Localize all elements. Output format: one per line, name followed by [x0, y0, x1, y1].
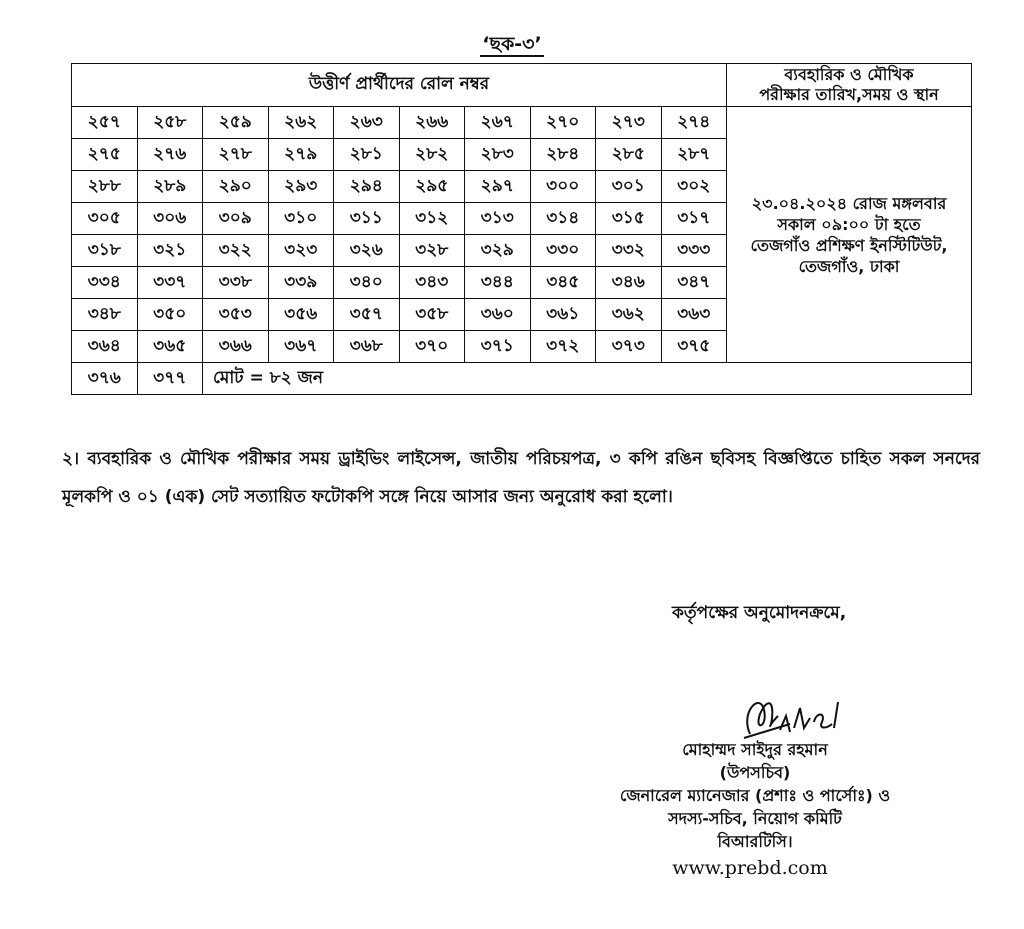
roll-cell: ৩২২	[203, 235, 269, 267]
roll-cell: ২৭৮	[203, 139, 269, 171]
roll-cell: ৩১২	[399, 203, 465, 235]
roll-cell: ৩৫০	[137, 299, 203, 331]
place-line: তেজগাঁও, ঢাকা	[798, 256, 900, 276]
roll-cell: ৩১১	[334, 203, 400, 235]
roll-cell: ৩০০	[530, 171, 596, 203]
roll-cell: ৩৭৬	[72, 363, 138, 395]
exam-date-time-place	[727, 107, 972, 363]
roll-cell: ২৫৮	[137, 107, 203, 139]
roll-cell: ৩৭৩	[596, 331, 662, 363]
roll-cell: ৩৫৩	[203, 299, 269, 331]
roll-cell: ৩২৮	[399, 235, 465, 267]
form-title: ‘ছক-৩’	[482, 33, 542, 55]
roll-cell: ৩৬৩	[661, 299, 727, 331]
roll-cell: ২৯৫	[399, 171, 465, 203]
place-line: ২৩.০৪.২০২৪ রোজ মঙ্গলবার	[751, 193, 947, 213]
roll-cell: ৩৪৫	[530, 267, 596, 299]
roll-cell: ২৬৭	[465, 107, 531, 139]
roll-cell: ৩৬৬	[203, 331, 269, 363]
roll-cell: ২৯৪	[334, 171, 400, 203]
roll-cell: ৩১৮	[72, 235, 138, 267]
roll-cell: ৩৫৮	[399, 299, 465, 331]
roll-cell: ৩২৬	[334, 235, 400, 267]
roll-cell: ৩৬৭	[268, 331, 334, 363]
signer-committee: সদস্য-সচিব, নিয়োগ কমিটি	[668, 809, 842, 828]
roll-cell: ২৭৪	[661, 107, 727, 139]
roll-cell: ৩৬৪	[72, 331, 138, 363]
roll-cell: ৩০৫	[72, 203, 138, 235]
roll-cell: ৩২৯	[465, 235, 531, 267]
roll-cell: ২৬৬	[399, 107, 465, 139]
roll-cell: ২৮৯	[137, 171, 203, 203]
approval-text: কর্তৃপক্ষের অনুমোদনক্রমে,	[672, 603, 847, 623]
roll-cell: ৩৬১	[530, 299, 596, 331]
roll-cell: ২৯৭	[465, 171, 531, 203]
roll-cell: ২৭৯	[268, 139, 334, 171]
roll-cell: ২৯৩	[268, 171, 334, 203]
roll-cell: ৩৪৪	[465, 267, 531, 299]
roll-cell: ৩৩৪	[72, 267, 138, 299]
roll-cell: ২৮৮	[72, 171, 138, 203]
roll-cell: ৩২১	[137, 235, 203, 267]
header-roll-numbers: উত্তীর্ণ প্রার্থীদের রোল নম্বর	[72, 64, 727, 107]
roll-cell: ৩১৭	[661, 203, 727, 235]
roll-cell: ৩৬৫	[137, 331, 203, 363]
roll-cell: ৩৩০	[530, 235, 596, 267]
roll-cell: ৩১০	[268, 203, 334, 235]
signer-org: বিআরটিসি।	[717, 832, 793, 851]
roll-number-table	[71, 63, 972, 395]
roll-cell: ৩১৩	[465, 203, 531, 235]
roll-cell: ৩৭১	[465, 331, 531, 363]
roll-cell: ৩৭৫	[661, 331, 727, 363]
roll-cell: ২৫৭	[72, 107, 138, 139]
roll-cell: ৩৩৮	[203, 267, 269, 299]
roll-cell: ৩৬৮	[334, 331, 400, 363]
roll-cell: ২৮৩	[465, 139, 531, 171]
roll-cell: ২৭০	[530, 107, 596, 139]
signer-rank: (উপসচিব)	[719, 763, 791, 782]
roll-cell: ২৮২	[399, 139, 465, 171]
place-line: তেজগাঁও প্রশিক্ষণ ইনস্টিটিউট,	[750, 235, 948, 255]
roll-cell: ২৯০	[203, 171, 269, 203]
roll-cell: ৩০৯	[203, 203, 269, 235]
roll-cell: ৩৩২	[596, 235, 662, 267]
place-line: সকাল ০৯:০০ টা হতে	[777, 214, 921, 234]
roll-cell: ৩১৪	[530, 203, 596, 235]
roll-cell: ২৮৪	[530, 139, 596, 171]
roll-cell: ৩৬২	[596, 299, 662, 331]
roll-cell: ২৫৯	[203, 107, 269, 139]
total-count: মোট = ৮২ জন	[203, 363, 972, 395]
roll-cell: ২৮৭	[661, 139, 727, 171]
roll-cell: ৩৭৭	[137, 363, 203, 395]
roll-cell: ২৮১	[334, 139, 400, 171]
signer-name: মোহাম্মদ সাইদুর রহমান	[682, 740, 828, 759]
roll-cell: ৩০১	[596, 171, 662, 203]
roll-cell: ২৭৬	[137, 139, 203, 171]
roll-cell: ৩৪৬	[596, 267, 662, 299]
roll-cell: ৩০২	[661, 171, 727, 203]
roll-cell: ৩১৫	[596, 203, 662, 235]
roll-cell: ৩৪৩	[399, 267, 465, 299]
instruction-note: ২। ব্যবহারিক ও মৌখিক পরীক্ষার সময় ড্রাইভিং লাইসেন্স, জাতীয় পরিচয়পত্র, ৩ কপি রঙিন ছবিসহ বিজ্ঞপ্তিতে চাহিত সকল সনদের মূলকপি ও ০১ (এক) সেট সত্যায়িত ফটোকপি সঙ্গে নিয়ে আসার জন্য অনুরোধ করা হলো।	[62, 449, 980, 507]
roll-cell: ২৭৫	[72, 139, 138, 171]
roll-cell: ২৬৩	[334, 107, 400, 139]
roll-cell: ৩৫৭	[334, 299, 400, 331]
roll-cell: ৩৪৭	[661, 267, 727, 299]
roll-cell: ৩৪০	[334, 267, 400, 299]
roll-cell: ৩৫৬	[268, 299, 334, 331]
roll-cell: ৩০৬	[137, 203, 203, 235]
roll-cell: ৩৩৩	[661, 235, 727, 267]
roll-cell: ২৭৩	[596, 107, 662, 139]
header-exam-schedule: ব্যবহারিক ও মৌখিক পরীক্ষার তারিখ,সময় ও স্থান	[727, 64, 972, 107]
roll-cell: ৩৩৭	[137, 267, 203, 299]
roll-cell: ৩৪৮	[72, 299, 138, 331]
signer-position: জেনারেল ম্যানেজার (প্রশাঃ ও পার্সোঃ) ও	[619, 786, 891, 805]
roll-cell: ২৬২	[268, 107, 334, 139]
roll-cell: ৩৬০	[465, 299, 531, 331]
roll-cell: ৩৭২	[530, 331, 596, 363]
roll-cell: ৩২৩	[268, 235, 334, 267]
roll-cell: ৩৭০	[399, 331, 465, 363]
roll-cell: ৩৩৯	[268, 267, 334, 299]
roll-cell: ২৮৫	[596, 139, 662, 171]
website-watermark: www.prebd.com	[672, 857, 828, 879]
signer-block	[560, 738, 950, 853]
